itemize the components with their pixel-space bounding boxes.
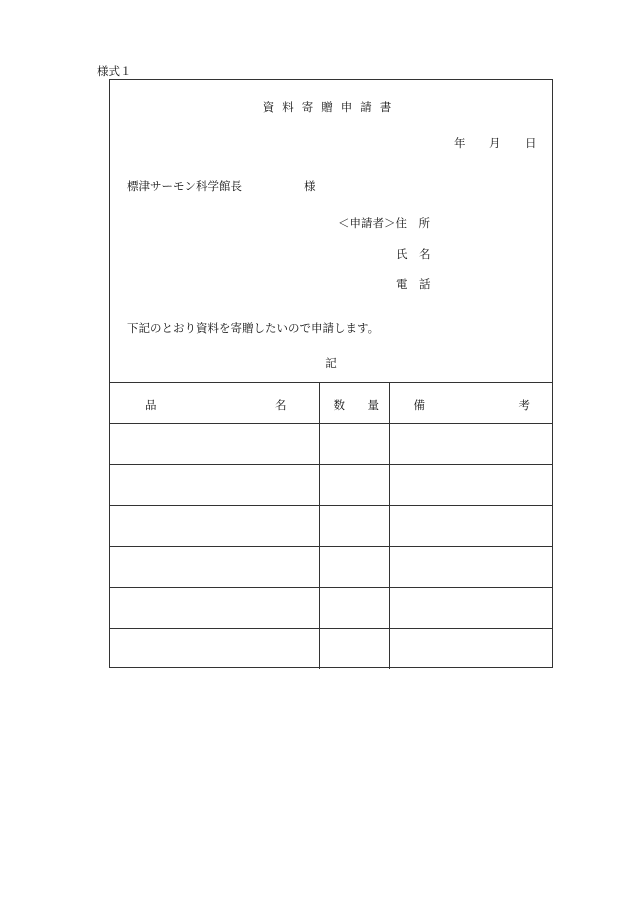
header-remarks-right: 考 <box>518 398 530 412</box>
table-row <box>109 465 553 506</box>
header-remarks <box>389 383 553 424</box>
date-month-label: 月 <box>489 136 501 150</box>
header-quantity-right: 量 <box>367 398 379 412</box>
header-item-name-right: 名 <box>275 398 287 412</box>
cell-quantity[interactable] <box>319 506 389 547</box>
table-row <box>109 424 553 465</box>
applicant-address-label: ＜申請者＞住 所 <box>338 216 430 230</box>
applicant-name-label: 氏 名 <box>396 247 431 261</box>
header-item-name <box>109 383 319 424</box>
cell-quantity[interactable] <box>319 547 389 588</box>
item-table <box>109 382 553 669</box>
applicant-phone-label: 電 話 <box>396 277 431 291</box>
header-remarks-left: 備 <box>413 398 425 412</box>
table-row <box>109 629 553 670</box>
form-title: 資料寄贈申請書 <box>262 100 400 114</box>
request-statement: 下記のとおり資料を寄贈したいので申請します。 <box>127 321 380 335</box>
cell-item-name[interactable] <box>109 629 319 670</box>
date-day-label: 日 <box>525 136 537 150</box>
ki-heading: 記 <box>325 356 337 370</box>
addressee-honorific: 様 <box>304 179 316 193</box>
cell-item-name[interactable] <box>109 465 319 506</box>
cell-quantity[interactable] <box>319 424 389 465</box>
header-quantity-left: 数 <box>333 398 345 412</box>
cell-quantity[interactable] <box>319 629 389 670</box>
cell-remarks[interactable] <box>389 506 553 547</box>
cell-quantity[interactable] <box>319 465 389 506</box>
cell-item-name[interactable] <box>109 424 319 465</box>
header-quantity <box>319 383 389 424</box>
cell-remarks[interactable] <box>389 547 553 588</box>
addressee: 標津サーモン科学館長 <box>127 179 242 193</box>
header-item-name-left: 品 <box>145 398 157 412</box>
cell-remarks[interactable] <box>389 424 553 465</box>
cell-item-name[interactable] <box>109 588 319 629</box>
cell-remarks[interactable] <box>389 588 553 629</box>
table-row <box>109 547 553 588</box>
date-year-label: 年 <box>454 136 466 150</box>
cell-item-name[interactable] <box>109 506 319 547</box>
table-header-row <box>109 383 553 424</box>
cell-item-name[interactable] <box>109 547 319 588</box>
table-row <box>109 588 553 629</box>
cell-remarks[interactable] <box>389 629 553 670</box>
table-row <box>109 506 553 547</box>
form-number-label: 様式１ <box>97 64 132 78</box>
cell-quantity[interactable] <box>319 588 389 629</box>
cell-remarks[interactable] <box>389 465 553 506</box>
